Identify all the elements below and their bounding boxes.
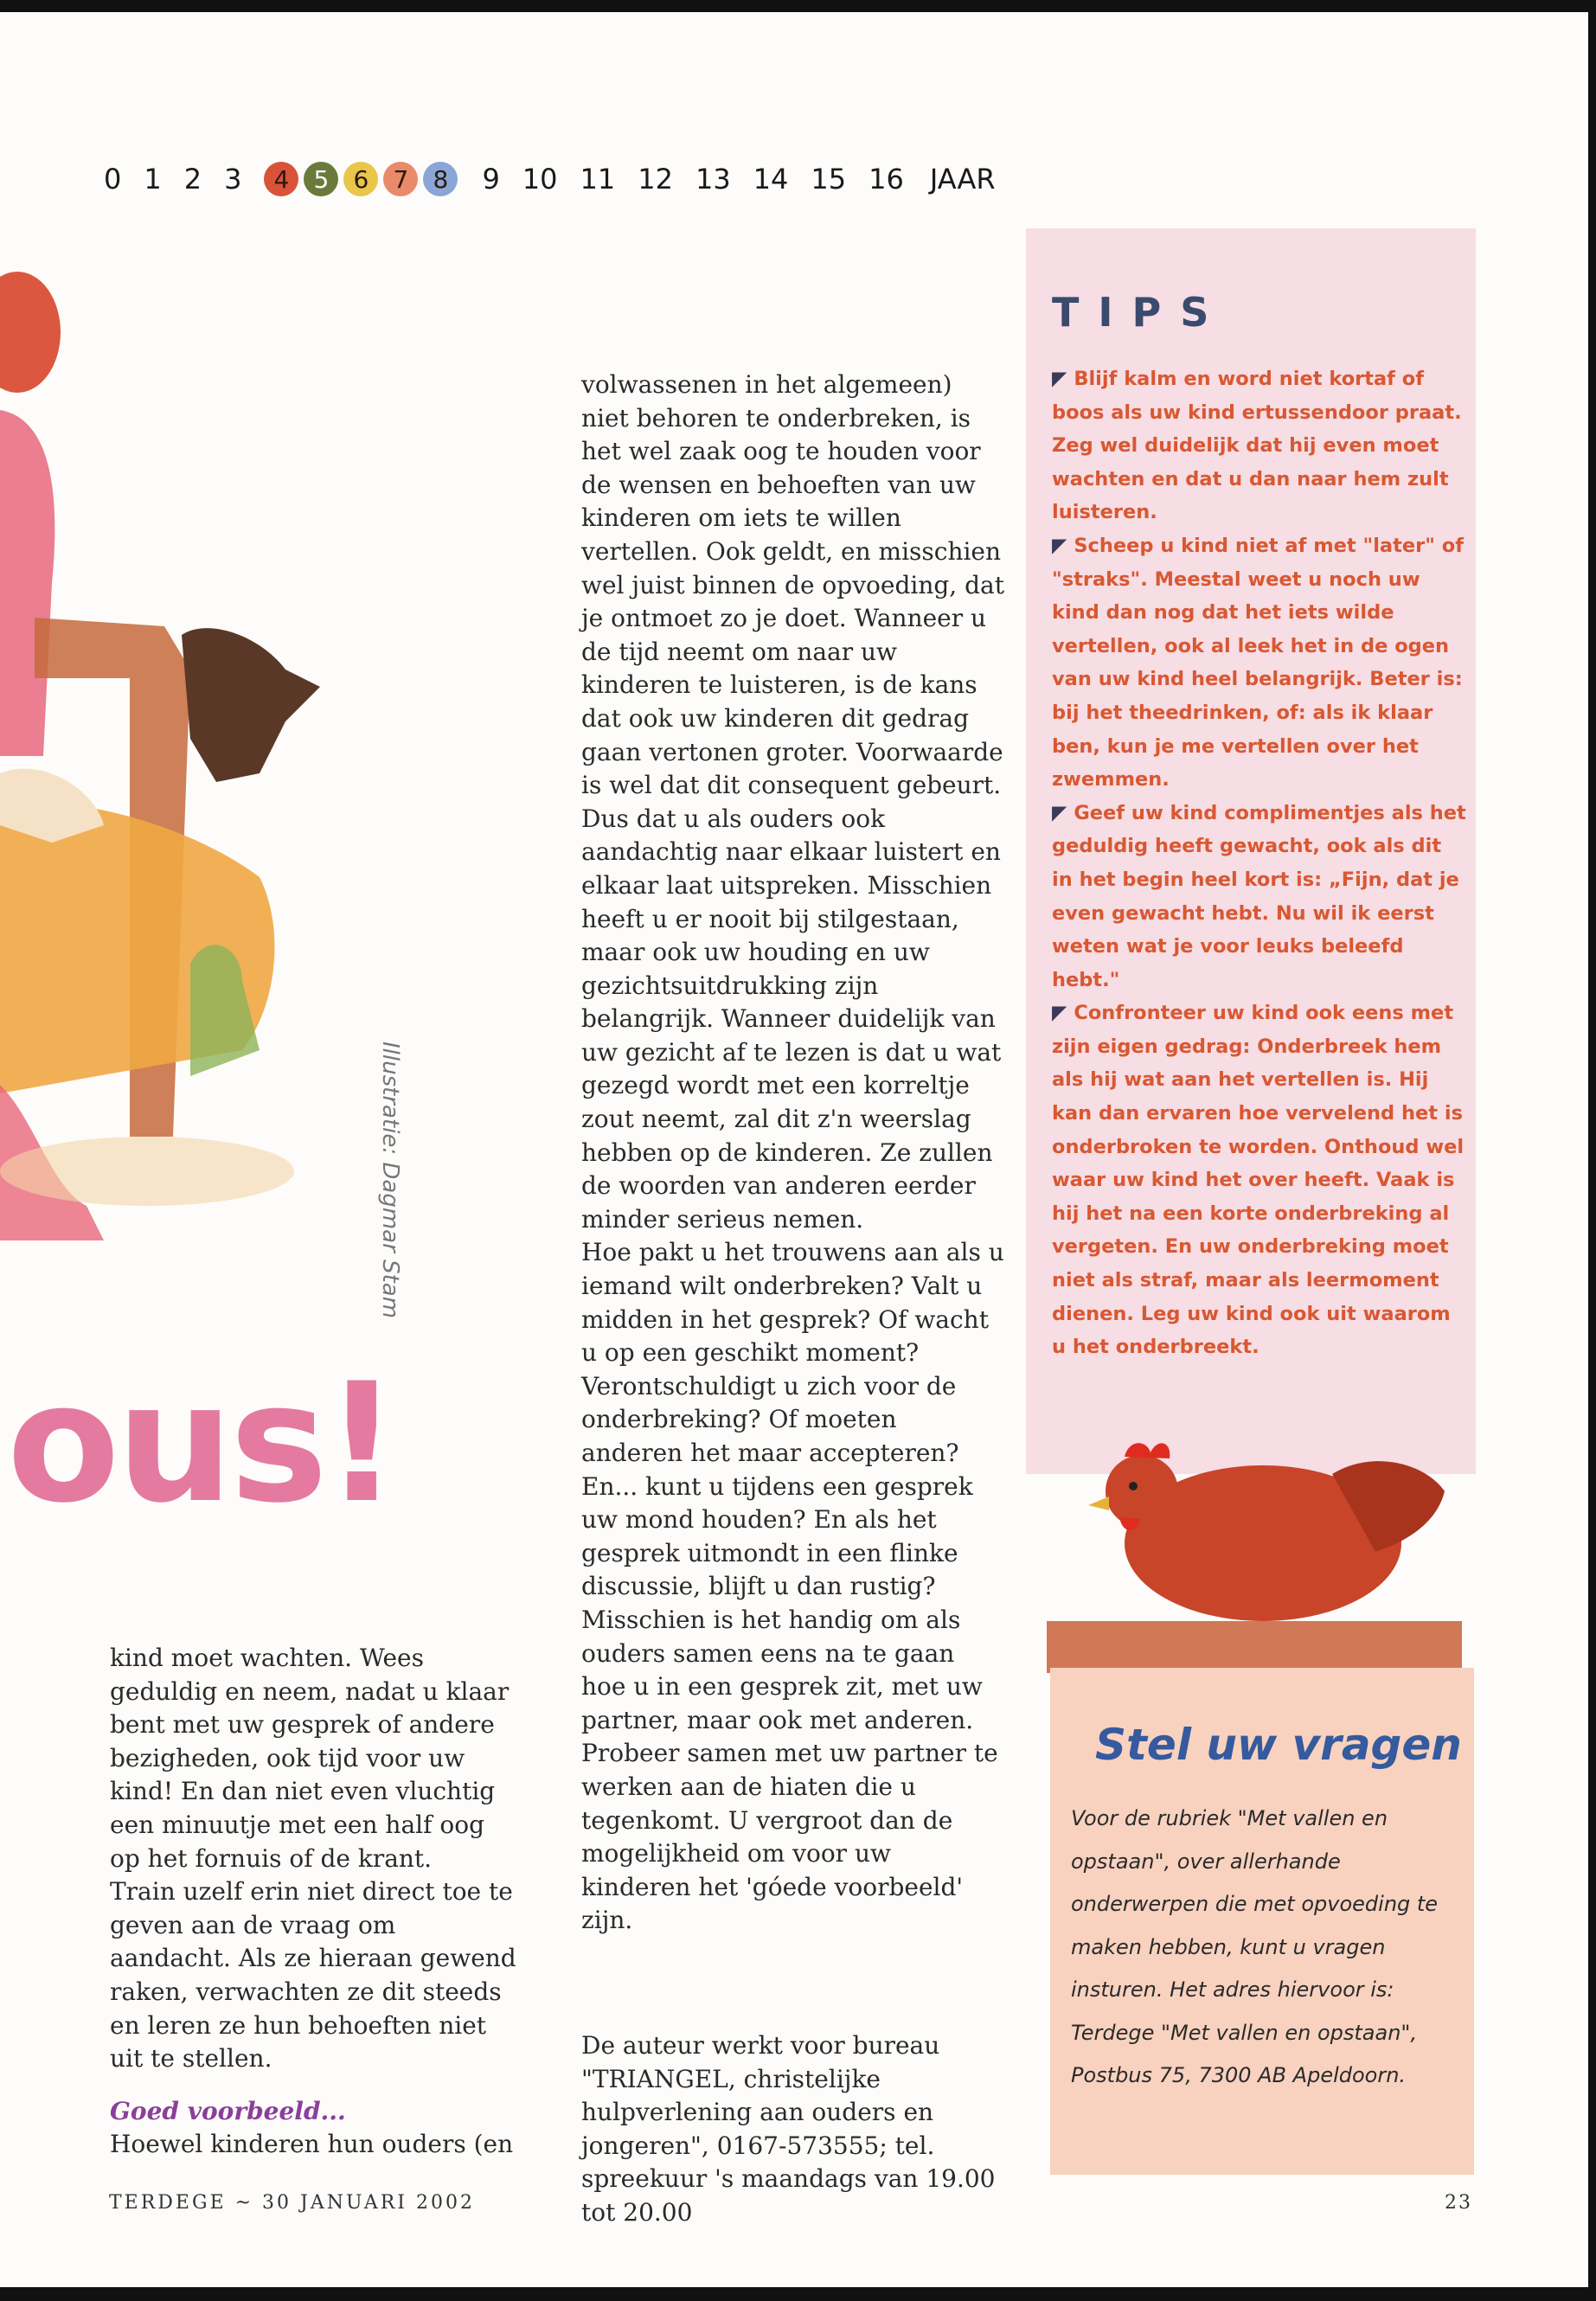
age-label: 9 — [482, 163, 500, 195]
age-label: 0 — [104, 163, 122, 195]
age-label: 12 — [638, 163, 673, 195]
age-label: 14 — [753, 163, 789, 195]
article-paragraph: volwassenen in het algemeen) niet behoren te onderbreken, is het wel zaak oog te houden voor de wensen en behoeften van uw kinderen om iets te willen vertellen. Ook geldt, en misschien wel juist binnen de opvoeding, dat je ontmoet zo je doet. Wanneer u de tijd neemt om naar uw kinderen te luisteren, is de kans dat ook uw kinderen dit gedrag gaan vertonen groter. Voorwaarde is wel dat dit consequent gebeurt. Dus dat u als ouders ook aandachtig naar elkaar luistert en elkaar laat uitspreken. Misschien heeft u er nooit bij stilgestaan, maar ook uw houding en uw gezichtsuitdrukking zijn belangrijk. Wanneer duidelijk van uw gezicht af te lezen is dat u wat gezegd wordt met een korreltje zout neemt, zal dit z'n weerslag hebben op de kinderen. Ze zullen de woorden van anderen eerder minder serieus nemen. — [581, 370, 1004, 1234]
article-paragraph: En... kunt u tijdens een gesprek uw mond houden? En als het gesprek uitmondt in een flinke discussie, blijft u dan rustig? — [581, 1471, 973, 1601]
tips-title: TIPS — [1052, 289, 1228, 336]
age-highlight-dot: 4 — [264, 162, 298, 196]
bullet-icon: ◤ — [1052, 534, 1067, 557]
questions-box — [1050, 1668, 1474, 2175]
illustration-credit: Illustratie: Dagmar Stam — [377, 1042, 403, 1319]
article-paragraph: kind moet wachten. Wees geduldig en neem, nadat u klaar bent met uw gesprek of andere bezigheden, ook tijd voor uw kind! En dan niet even vluchtig een minuutje met een half oog op het fornuis of de krant. — [110, 1644, 510, 1873]
age-label: 1 — [144, 163, 162, 195]
questions-box-body: Voor de rubriek "Met vallen en opstaan", over allerhande onderwerpen die met opvoeding te maken hebben, kunt u vragen insturen. Het adres hiervoor is: Terdege "Met vallen en opstaan", Postbus 75, 7300 AB Apeldoorn. — [1071, 1806, 1439, 2087]
headline-fragment: ous! — [7, 1348, 396, 1539]
age-label: 11 — [580, 163, 616, 195]
article-paragraph: Misschien is het handig om als ouders samen eens na te gaan hoe u in een gesprek zit, met uw partner, maar ook met anderen. Probeer samen met uw partner te werken aan de hiaten die u tegenkomt. U vergroot dan de mogelijkheid om voor uw kinderen het 'góede voorbeeld' zijn. — [581, 1605, 998, 1935]
article-column-left — [110, 1642, 516, 2162]
questions-box-title: Stel uw vragen — [1095, 1720, 1462, 1770]
article-column-middle — [581, 369, 1005, 2229]
age-label: 16 — [869, 163, 904, 195]
author-note: De auteur werkt voor bureau "TRIANGEL, christelijke hulpverlening aan ouders en jongeren", 0167-573555; tel. spreekuur 's maandags van 19.00 tot 20.00 — [581, 2030, 996, 2227]
bullet-icon: ◤ — [1052, 801, 1067, 824]
age-label: 15 — [811, 163, 847, 195]
tips-box — [1026, 228, 1476, 1474]
tip-item: ◤ Confronteer uw kind ook eens met zijn eigen gedrag: Onderbreek hem als hij wat aan het vertellen is. Hij kan dan ervaren hoe vervelend het is onderbroken te worden. Onthoud wel waar uw kind het over heeft. Vaak is hij het na een korte onderbreking al vergeten. En uw onderbreking moet niet als straf, maar als leermoment dienen. Leg uw kind ook uit waarom u het onderbreekt. — [1052, 1002, 1465, 1359]
publication-footer: TERDEGE ~ 30 JANUARI 2002 — [109, 2192, 475, 2214]
tip-item: ◤ Blijf kalm en word niet kortaf of boos als uw kind ertussendoor praat. Zeg wel duidelijk dat hij even moet wachten en dat u dan naar hem zult luisteren. — [1052, 368, 1462, 524]
age-label: 3 — [224, 163, 242, 195]
age-range-bar — [104, 157, 996, 201]
age-label: 10 — [522, 163, 558, 195]
bullet-icon: ◤ — [1052, 1002, 1067, 1025]
article-paragraph: Hoewel kinderen hun ouders (en — [110, 2130, 514, 2159]
tip-item: ◤ Scheep u kind niet af met "later" of "straks". Meestal weet u noch uw kind dan nog dat het iets wilde vertellen, ook al leek het in de ogen van uw kind heel belangrijk. Beter is: bij het theedrinken, of: als ik klaar ben, kun je me vertellen over het zwemmen. — [1052, 534, 1465, 792]
magazine-page — [0, 12, 1588, 2287]
page-number: 23 — [1445, 2192, 1472, 2214]
article-paragraph: Train uzelf erin niet direct toe te geven aan de vraag om aandacht. Als ze hieraan gewend raken, verwachten ze dit steeds en leren ze hun behoeften niet uit te stellen. — [110, 1877, 516, 2073]
article-paragraph: Hoe pakt u het trouwens aan als u iemand wilt onderbreken? Valt u midden in het gesprek? Of wacht u op een geschikt moment? Verontschuldigt u zich voor de onderbreking? Of moeten anderen het maar accepteren? — [581, 1238, 1004, 1467]
tips-list — [1052, 362, 1467, 1364]
age-highlight-dot: 8 — [423, 162, 458, 196]
age-highlight-dot: 7 — [383, 162, 418, 196]
age-unit-label: JAAR — [929, 163, 996, 195]
age-label: 2 — [183, 163, 202, 195]
article-subheading: Goed voorbeeld... — [110, 2096, 346, 2125]
age-label: 13 — [695, 163, 731, 195]
age-highlight-dot: 5 — [304, 162, 338, 196]
hen-illustration — [1047, 1422, 1462, 1673]
tip-item: ◤ Geef uw kind complimentjes als het geduldig heeft gewacht, ook als dit in het begin heel kort is: „Fijn, dat je even gewacht hebt. Nu wil ik eerst weten wat je voor leuks beleefd hebt." — [1052, 801, 1466, 991]
bullet-icon: ◤ — [1052, 368, 1067, 390]
age-highlight-dot: 6 — [343, 162, 378, 196]
girl-with-goat-illustration — [0, 272, 415, 1240]
